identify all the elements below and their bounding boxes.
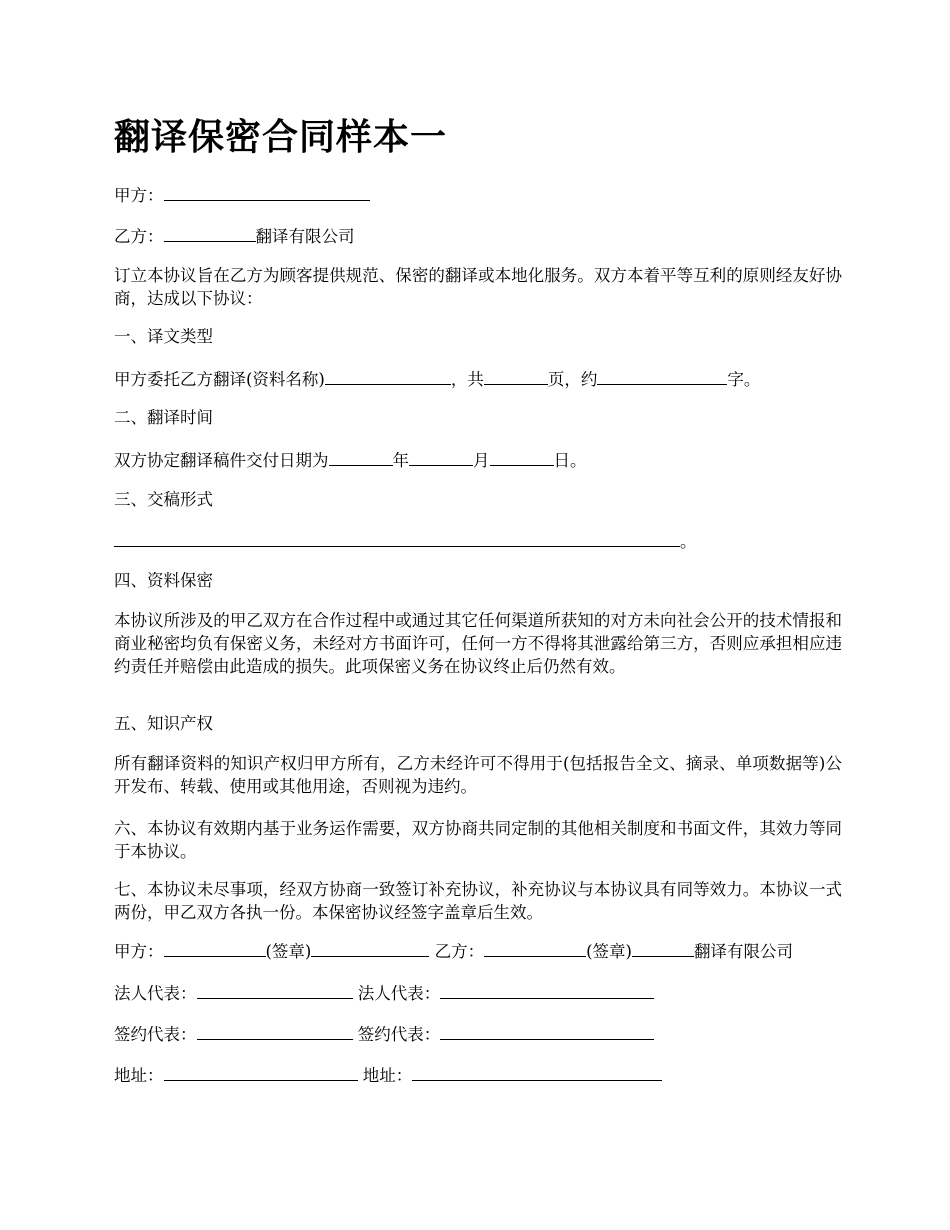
sign-a-blank[interactable] xyxy=(164,938,266,957)
s2-year: 年 xyxy=(392,451,409,470)
section-5-paragraph: 所有翻译资料的知识产权归甲方所有，乙方未经许可不得用于(包括报告全文、摘录、单项数据等)公开发布、转载、使用或其他用途，否则视为违约。 xyxy=(114,754,842,796)
sign-b-label: 乙方： xyxy=(434,942,485,961)
s2-text-a: 双方协定翻译稿件交付日期为 xyxy=(114,451,329,470)
s2-day: 日。 xyxy=(553,451,587,470)
section-7-paragraph: 七、本协议未尽事项，经双方协商一致签订补充协议，补充协议与本协议具有同等效力。本协议一式两份，甲乙双方各执一份。本保密协议经签字盖章后生效。 xyxy=(114,880,842,922)
signing-rep-b-blank[interactable] xyxy=(440,1021,654,1040)
party-a-line xyxy=(114,182,370,207)
month-blank[interactable] xyxy=(409,447,473,466)
address-label-b: 地址： xyxy=(362,1066,413,1085)
sign-b-blank[interactable] xyxy=(484,938,586,957)
intro-paragraph: 订立本协议旨在乙方为顾客提供规范、保密的翻译或本地化服务。双方本着平等互利的原则经友好协商，达成以下协议： xyxy=(114,266,842,308)
section-2-body xyxy=(114,447,587,472)
s1-text-d: 字。 xyxy=(727,370,761,389)
signing-rep-label-b: 签约代表： xyxy=(357,1025,441,1044)
sign-a-seal-blank[interactable] xyxy=(311,938,429,957)
sign-b-seal-blank[interactable] xyxy=(632,938,694,957)
s1-text-b: ，共 xyxy=(450,370,484,389)
party-b-blank[interactable] xyxy=(164,223,256,242)
sign-b-suffix: 翻译有限公司 xyxy=(694,942,793,961)
party-b-label: 乙方： xyxy=(114,227,164,246)
signing-rep-a-blank[interactable] xyxy=(197,1021,353,1040)
party-b-suffix: 翻译有限公司 xyxy=(255,227,355,246)
legal-rep-label-b: 法人代表： xyxy=(357,984,441,1003)
party-a-label: 甲方： xyxy=(114,186,164,205)
s1-text-a: 甲方委托乙方翻译(资料名称) xyxy=(114,370,325,389)
legal-rep-a-blank[interactable] xyxy=(197,980,353,999)
delivery-form-blank[interactable] xyxy=(114,528,680,547)
page-title: 翻译保密合同样本一 xyxy=(114,116,448,158)
address-b-blank[interactable] xyxy=(412,1062,662,1081)
legal-rep-b-blank[interactable] xyxy=(440,980,654,999)
party-b-line xyxy=(114,223,355,248)
signature-line xyxy=(114,938,793,963)
page-count-blank[interactable] xyxy=(484,366,548,385)
party-a-blank[interactable] xyxy=(164,182,370,201)
s3-end: 。 xyxy=(680,532,697,551)
section-6-paragraph: 六、本协议有效期内基于业务运作需要，双方协商共同定制的其他相关制度和书面文件，其效力等同于本协议。 xyxy=(114,819,842,861)
legal-rep-label-a: 法人代表： xyxy=(114,984,197,1003)
address-a-blank[interactable] xyxy=(164,1062,358,1081)
section-4-heading: 四、资料保密 xyxy=(114,571,213,590)
address-line xyxy=(114,1062,662,1087)
signing-rep-line xyxy=(114,1021,654,1046)
section-4-paragraph: 本协议所涉及的甲乙双方在合作过程中或通过其它任何渠道所获知的对方未向社会公开的技术情报和商业秘密均负有保密义务，未经对方书面许可，任何一方不得将其泄露给第三方，否则应承担相应违约责任并赔偿由此造成的损失。此项保密义务在协议终止后仍然有效。 xyxy=(114,611,842,676)
day-blank[interactable] xyxy=(490,447,554,466)
section-3-body xyxy=(114,528,697,553)
material-name-blank[interactable] xyxy=(325,366,451,385)
legal-rep-line xyxy=(114,980,654,1005)
signing-rep-label-a: 签约代表： xyxy=(114,1025,197,1044)
word-count-blank[interactable] xyxy=(597,366,727,385)
year-blank[interactable] xyxy=(329,447,393,466)
section-5-heading: 五、知识产权 xyxy=(114,714,213,733)
sign-b-seal-label: (签章) xyxy=(586,942,632,961)
section-1-heading: 一、译文类型 xyxy=(114,327,213,346)
section-1-body xyxy=(114,366,760,391)
section-3-heading: 三、交稿形式 xyxy=(114,490,213,509)
s2-month: 月 xyxy=(473,451,490,470)
sign-a-label: 甲方： xyxy=(114,942,164,961)
s1-text-c: 页，约 xyxy=(547,370,598,389)
section-2-heading: 二、翻译时间 xyxy=(114,408,213,427)
address-label-a: 地址： xyxy=(114,1066,164,1085)
sign-a-seal-label: (签章) xyxy=(265,942,312,961)
